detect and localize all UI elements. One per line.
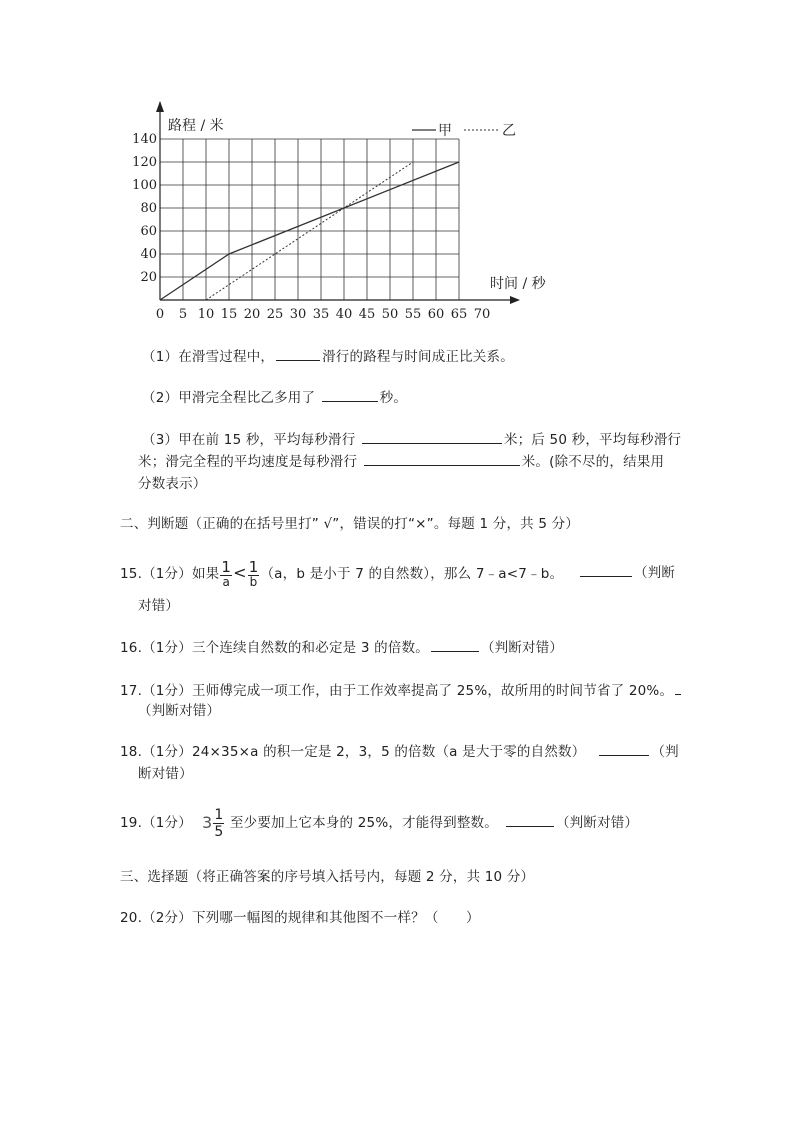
q14-part3-text: 米；后 50 秒，平均每秒滑行 [503, 432, 682, 448]
x-tick-label: 55 [404, 307, 422, 322]
mixed-number-integer: 3 [201, 813, 213, 832]
legend-label: 乙 [502, 123, 516, 139]
q19-prefix: 19.（1分） [120, 815, 192, 831]
q20: 20.（2分）下列哪一幅图的规律和其他图不一样？（ ） [120, 910, 480, 926]
x-tick-label: 0 [155, 307, 165, 322]
x-tick-label: 10 [197, 307, 215, 322]
answer-blank[interactable] [675, 680, 681, 695]
y-tick-label: 80 [140, 201, 157, 216]
y-axis-arrow [156, 101, 164, 112]
q14-part3-line2 [138, 451, 664, 473]
answer-blank[interactable] [362, 429, 502, 444]
section2-heading: 二、判断题（正确的在括号里打” √”，错误的打“×”。每题 1 分，共 5 分） [120, 516, 580, 532]
x-tick-label: 25 [266, 307, 284, 322]
y-tick-label: 40 [140, 247, 157, 262]
q15-number: 15.（1分）如果 [120, 566, 220, 582]
q14-part1-after: 滑行的路程与时间成正比关系。 [322, 349, 514, 365]
x-axis-title: 时间 / 秒 [490, 276, 546, 292]
mixed-number-fraction [213, 807, 224, 840]
answer-blank[interactable] [431, 637, 479, 652]
q14-part3-text: 米；滑完全程的平均速度是每秒滑行 [138, 454, 362, 470]
q14-part3-text: （3）甲在前 15 秒，平均每秒滑行 [142, 432, 360, 448]
q14-part3-text: 米。(除不尽的，结果用 [521, 454, 665, 470]
answer-blank[interactable] [276, 346, 320, 361]
q17-line1 [120, 680, 683, 702]
q14-part3-line1 [142, 429, 681, 451]
answer-blank[interactable] [580, 562, 632, 577]
y-tick-label: 20 [140, 270, 157, 285]
fraction-denominator: b [249, 574, 258, 589]
x-tick-label: 50 [381, 307, 399, 322]
x-tick-label: 45 [358, 307, 376, 322]
legend-label: 甲 [438, 123, 452, 139]
x-tick-label: 40 [335, 307, 353, 322]
q15-answer-area [578, 562, 675, 584]
q14-part2 [142, 387, 407, 409]
y-tick-label: 120 [132, 155, 157, 170]
answer-blank[interactable] [506, 812, 554, 827]
answer-blank[interactable] [322, 387, 378, 402]
q18-line1 [120, 741, 679, 763]
x-tick-label: 70 [473, 307, 491, 322]
x-tick-label: 20 [243, 307, 261, 322]
fraction-1-over-a [220, 557, 232, 589]
x-tick-label: 65 [450, 307, 468, 322]
fraction-numerator: 1 [214, 806, 224, 823]
less-than-sign: < [233, 563, 247, 582]
section3-heading: 三、选择题（将正确答案的序号填入括号内，每题 2 分，共 10 分） [120, 869, 535, 885]
q16 [120, 637, 563, 659]
x-tick-label: 30 [289, 307, 307, 322]
fraction-numerator: 1 [248, 557, 259, 576]
q18-tail: （判 [651, 744, 679, 760]
x-tick-label: 15 [220, 307, 238, 322]
q15-line1 [120, 558, 563, 588]
x-tick-label: 60 [427, 307, 445, 322]
fraction-numerator: 1 [221, 557, 232, 576]
q16-text: 16.（1分）三个连续自然数的和必定是 3 的倍数。 [120, 640, 429, 656]
q15-text: （a，b 是小于 7 的自然数），那么 7﹣a<7﹣b。 [260, 566, 564, 582]
q18-line2: 断对错） [138, 766, 193, 782]
q14-part1-before: （1）在滑雪过程中， [142, 349, 275, 365]
y-tick-label: 100 [132, 178, 157, 193]
q14-part3-line3: 分数表示） [138, 476, 207, 492]
x-tick-label: 35 [312, 307, 330, 322]
answer-blank[interactable] [599, 741, 649, 756]
q19-tail: （判断对错） [555, 815, 639, 831]
q18-text: 18.（1分）24×35×a 的积一定是 2，3，5 的倍数（a 是大于零的自然数） [120, 744, 586, 760]
fraction-1-over-b [248, 557, 260, 589]
y-axis-title: 路程 / 米 [168, 118, 224, 134]
fraction-denominator: a [222, 574, 231, 589]
distance-time-chart [120, 95, 546, 325]
answer-blank[interactable] [364, 451, 520, 466]
x-axis-arrow [510, 296, 520, 304]
q15-line2: 对错） [138, 598, 180, 614]
q14-part2-before: （2）甲滑完全程比乙多用了 [142, 390, 320, 406]
q14-part2-after: 秒。 [379, 390, 408, 406]
q17-text: 17.（1分）王师傅完成一项工作，由于工作效率提高了 25%，故所用的时间节省了 20%。 [120, 683, 674, 699]
q19 [120, 805, 638, 841]
x-tick-label: 5 [178, 307, 188, 322]
q15-tail: （判断 [634, 565, 676, 581]
y-tick-label: 60 [140, 224, 157, 239]
fraction-denominator: 5 [214, 823, 224, 840]
q17-line2: （判断对错） [138, 703, 221, 719]
q16-tail: （判断对错） [480, 640, 564, 656]
y-tick-label: 140 [132, 132, 157, 147]
q19-text: 至少要加上它本身的 25%，才能得到整数。 [225, 815, 498, 831]
q14-part1 [142, 346, 514, 368]
